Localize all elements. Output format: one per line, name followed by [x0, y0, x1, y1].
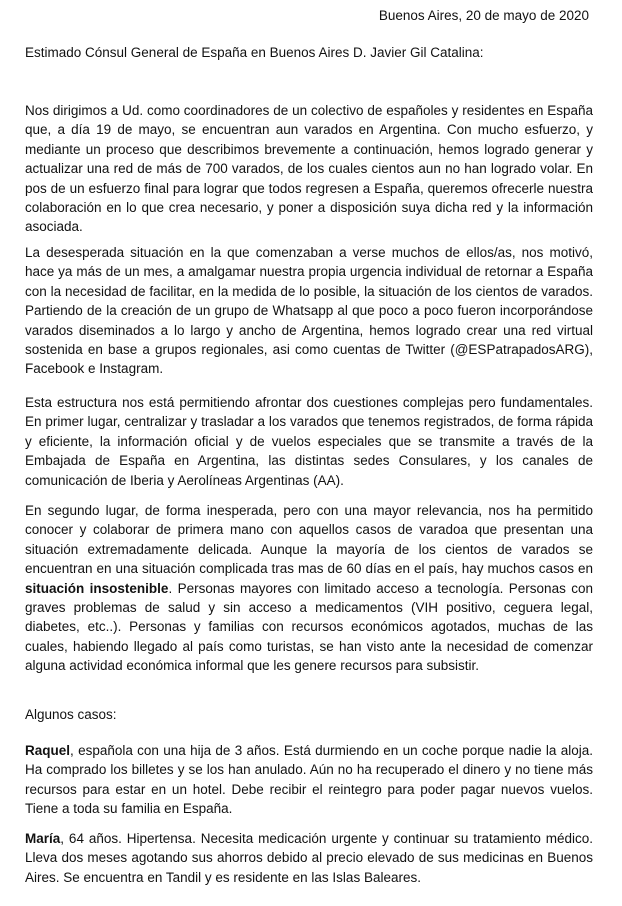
case-maria-name: María [25, 831, 61, 846]
p4-text-b: . Personas mayores con limitado acceso a tecnología. Personas con graves problemas de salud y sin acceso a medicamentos (VIH positivo, ceguera legal, diabetes, etc..). Personas y familias con recursos económicos agotados, muchas de las cuales, habiendo llegado al país como turistas, se han visto ante la necesidad de comenzar alguna actividad económica informal que les genere recursos para subsistir. [25, 580, 593, 674]
paragraph-structure: Esta estructura nos está permitiendo afrontar dos cuestiones complejas pero fundamentales. En primer lugar, centralizar y trasladar a los varados que tenemos registrados, de forma rápida y eficiente, la información oficial y de vuelos especiales que se transmite a través de la Embajada de España en Argentina, las distintas sedes Consulares, y los canales de comunicación de Iberia y Aerolíneas Argentinas (AA). [25, 395, 593, 488]
case-raquel-name: Raquel [25, 743, 71, 758]
letter-date: Buenos Aires, 20 de mayo de 2020 [378, 8, 589, 23]
cases-heading: Algunos casos: [25, 707, 117, 722]
p4-bold-text: situación insostenible [25, 580, 169, 596]
p4-text-a: En segundo lugar, de forma inesperada, pero con una mayor relevancia, nos ha permitido conocer y colaborar de primera mano con aquellos casos de varadoa que presentan una situación extremadamente delicada. Aunque la mayoría de los cientos de varados se encuentran en una situación complicada tras mas de 60 días en el país, hay muchos casos en [25, 503, 593, 577]
case-maria [25, 829, 593, 887]
letter-salutation: Estimado Cónsul General de España en Buenos Aires D. Javier Gil Catalina: [25, 45, 484, 60]
case-raquel-text: , española con una hija de 3 años. Está durmiendo en un coche porque nadie la aloja. Ha comprado los billetes y se los han anulado. Aún no ha recuperado el dinero y no tiene más recursos para estar en un hotel. Debe recibir el reintegro para poder pagar nuevos vuelos. Tiene a toda su familia en España. [25, 743, 593, 817]
case-raquel [25, 741, 593, 819]
paragraph-critical-cases [25, 501, 593, 676]
paragraph-introduction: Nos dirigimos a Ud. como coordinadores de un colectivo de españoles y residentes en España que, a día 19 de mayo, se encuentran aun varados en Argentina. Con mucho esfuerzo, y mediante un proceso que describimos brevemente a continuación, hemos logrado generar y actualizar una red de más de 700 varados, de los cuales cientos aun no han logrado volar. En pos de un esfuerzo final para lograr que todos regresen a España, queremos ofrecerle nuestra colaboración en lo que crea necesario, y poner a disposición suya dicha red y la información asociada. [25, 103, 593, 235]
paragraph-network: La desesperada situación en la que comenzaban a verse muchos de ellos/as, nos motivó, hace ya más de un mes, a amalgamar nuestra propia urgencia individual de retornar a España con la necesidad de facilitar, en la medida de lo posible, la situación de los cientos de varados. Partiendo de la creación de un grupo de Whatsapp al que poco a poco fueron incorporándose varados diseminados a lo largo y ancho de Argentina, hemos logrado crear una red virtual sostenida en base a grupos regionales, asi como cuentas de Twitter (@ESPatrapadosARG), Facebook e Instagram. [25, 245, 593, 377]
case-maria-text: , 64 años. Hipertensa. Necesita medicación urgente y continuar su tratamiento médico. Lleva dos meses agotando sus ahorros debido al precio elevado de sus medicinas en Buenos Aires. Se encuentra en Tandil y es residente en las Islas Baleares. [25, 831, 593, 885]
